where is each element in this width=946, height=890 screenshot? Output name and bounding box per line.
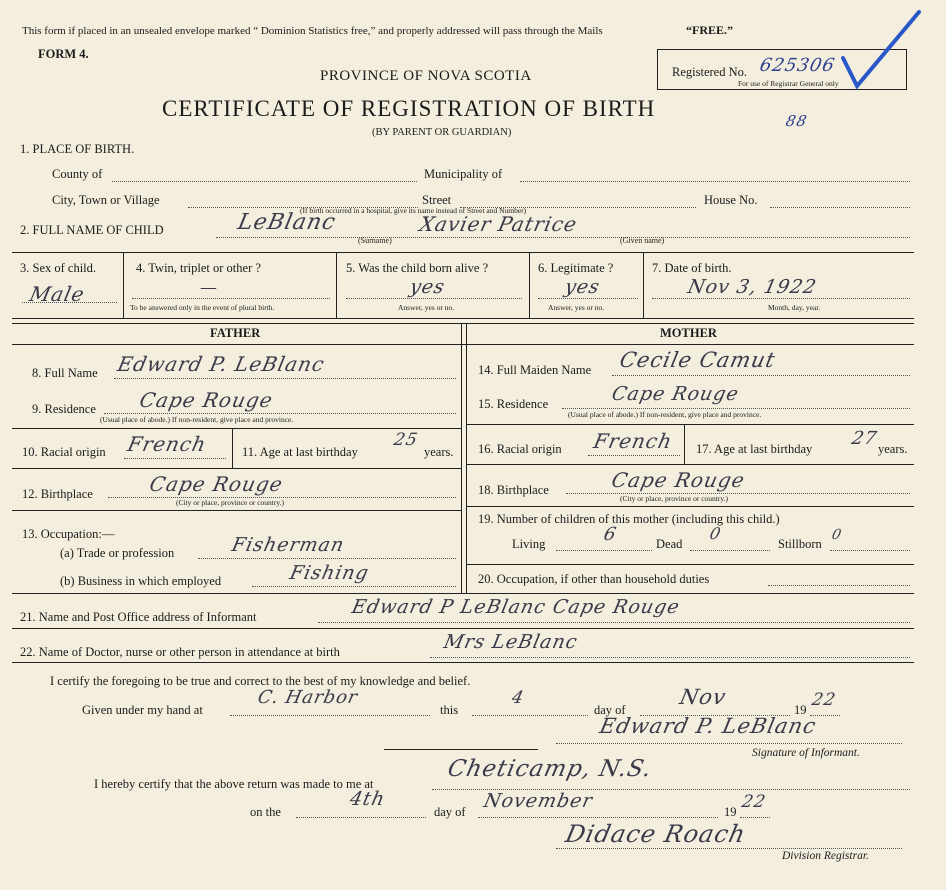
mother-residence-line <box>562 408 910 409</box>
legitimate-note: Answer, yes or no. <box>548 303 605 312</box>
dead-line <box>690 550 770 551</box>
mail-notice: This form if placed in an unsealed envelope marked “ Dominion Statistics free,” and properly addressed will pass through the Mails <box>22 25 603 37</box>
day-value: 4 <box>509 688 527 708</box>
divider <box>684 424 685 464</box>
surname-caption: (Surname) <box>358 236 392 245</box>
business-label: (b) Business in which employed <box>60 574 222 588</box>
divider <box>232 428 233 468</box>
municipality-label: Municipality of <box>424 167 503 181</box>
certificate-title: CERTIFICATE OF REGISTRATION OF BIRTH <box>162 96 656 121</box>
return-year-value: 22 <box>739 792 768 812</box>
date-of-birth-value: Nov 3, 1922 <box>685 276 819 298</box>
sex-line <box>22 302 117 303</box>
legitimate-label: 6. Legitimate ? <box>538 261 614 275</box>
day-line <box>472 715 588 716</box>
certificate-subtitle: (BY PARENT OR GUARDIAN) <box>372 127 512 138</box>
divider <box>466 564 914 565</box>
return-month-line <box>478 817 718 818</box>
mother-birthplace-note: (City or place, province or country.) <box>620 494 729 503</box>
born-alive-note: Answer, yes or no. <box>398 303 455 312</box>
children-count-label: 19. Number of children of this mother (including this child.) <box>478 512 780 526</box>
mother-maiden-line <box>612 375 910 376</box>
father-name-value: Edward P. LeBlanc <box>115 352 328 376</box>
mother-racial-label: 16. Racial origin <box>478 442 562 456</box>
mother-birthplace-label: 18. Birthplace <box>478 483 549 497</box>
business-value: Fishing <box>287 562 372 584</box>
informant-line <box>318 622 910 623</box>
child-name-label: 2. FULL NAME OF CHILD <box>20 223 164 237</box>
hospital-note: (If birth occurred in a hospital, give its name instead of Street and Number) <box>300 206 527 215</box>
child-name-line <box>216 237 910 238</box>
mother-birthplace-line <box>566 493 910 494</box>
mother-residence-note: (Usual place of abode.) If non-resident, give place and province. <box>568 410 762 419</box>
house-label: House No. <box>704 193 758 207</box>
informant-label: 21. Name and Post Office address of Informant <box>20 610 257 624</box>
return-day-line <box>296 817 426 818</box>
father-heading: FATHER <box>210 326 261 340</box>
mother-residence-label: 15. Residence <box>478 397 549 411</box>
attendant-value: Mrs LeBlanc <box>441 631 580 653</box>
date-of-birth-line <box>652 298 910 299</box>
house-line <box>770 207 910 208</box>
divider <box>12 628 914 629</box>
father-racial-line <box>124 458 226 459</box>
born-alive-line <box>346 298 522 299</box>
divider <box>643 252 644 318</box>
given-place-value: C. Harbor <box>255 687 360 708</box>
legitimate-value: yes <box>562 276 603 298</box>
mother-occupation-line <box>768 585 910 586</box>
living-line <box>556 550 652 551</box>
attendant-line <box>430 657 910 658</box>
registered-number: 625306 <box>757 55 838 76</box>
sex-value: Male <box>27 282 88 306</box>
father-name-line <box>114 378 456 379</box>
mother-occupation-label: 20. Occupation, if other than household duties <box>478 572 710 586</box>
given-place-line <box>230 715 430 716</box>
day-of-label: day of <box>594 703 626 717</box>
stillborn-value: 0 <box>830 527 844 543</box>
year-prefix: 19 <box>794 703 807 717</box>
mother-maiden-label: 14. Full Maiden Name <box>478 363 592 377</box>
child-surname: LeBlanc <box>235 210 339 235</box>
mother-age-label: 17. Age at last birthday <box>696 442 813 456</box>
return-year-prefix: 19 <box>724 805 737 819</box>
living-label: Living <box>512 537 546 551</box>
divider <box>529 252 530 318</box>
street-label: Street <box>422 193 452 207</box>
twin-note: To be answered only in the event of plural birth. <box>130 303 275 312</box>
mother-years: years. <box>878 442 908 456</box>
born-alive-value: yes <box>407 276 448 298</box>
business-line <box>252 586 456 587</box>
divider <box>12 510 461 511</box>
registered-label: Registered No. <box>672 65 747 79</box>
child-given-name: Xavier Patrice <box>417 212 580 236</box>
this-label: this <box>440 703 459 717</box>
father-residence-label: 9. Residence <box>32 402 96 416</box>
divider <box>466 464 914 465</box>
father-racial-value: French <box>125 432 209 456</box>
province-heading: PROVINCE OF NOVA SCOTIA <box>320 68 532 84</box>
registrar-caption: Division Registrar. <box>782 850 869 862</box>
father-residence-value: Cape Rouge <box>137 388 276 412</box>
twin-label: 4. Twin, triplet or other ? <box>136 261 261 275</box>
return-made-label: I hereby certify that the above return was made to me at <box>94 777 374 791</box>
father-racial-label: 10. Racial origin <box>22 445 106 459</box>
stillborn-line <box>830 550 910 551</box>
father-birthplace-label: 12. Birthplace <box>22 487 93 501</box>
twin-line <box>132 298 330 299</box>
place-of-birth-label: 1. PLACE OF BIRTH. <box>20 142 135 156</box>
registrar-note: For use of Registrar General only <box>738 79 839 88</box>
divider <box>384 749 538 750</box>
month-value: Nov <box>677 685 729 709</box>
born-alive-label: 5. Was the child born alive ? <box>346 261 489 275</box>
divider <box>12 323 914 324</box>
informant-value: Edward P LeBlanc Cape Rouge <box>349 596 683 618</box>
certify-statement: I certify the foregoing to be true and correct to the best of my knowledge and belief. <box>50 674 471 688</box>
divider <box>12 428 461 429</box>
father-birthplace-value: Cape Rouge <box>147 472 286 496</box>
given-under-label: Given under my hand at <box>82 703 203 717</box>
legitimate-line <box>538 298 638 299</box>
mother-racial-value: French <box>591 429 675 453</box>
divider <box>466 323 467 593</box>
return-year-line <box>740 817 770 818</box>
mother-age-value: 27 <box>849 428 880 449</box>
form-number: FORM 4. <box>38 47 89 61</box>
return-month-value: November <box>481 790 596 812</box>
trade-label: (a) Trade or profession <box>60 546 175 560</box>
divider <box>461 323 462 593</box>
father-residence-line <box>104 413 456 414</box>
return-place-value: Cheticamp, N.S. <box>445 756 655 782</box>
county-label: County of <box>52 167 103 181</box>
father-occupation-label: 13. Occupation:— <box>22 527 115 541</box>
divider <box>12 252 914 253</box>
father-name-label: 8. Full Name <box>32 366 98 380</box>
informant-signature[interactable]: Edward P. LeBlanc <box>597 714 819 738</box>
year-value: 22 <box>809 690 838 710</box>
return-day-value: 4th <box>347 788 388 810</box>
trade-line <box>198 558 456 559</box>
divider <box>12 318 914 319</box>
father-years: years. <box>424 445 454 459</box>
living-value: 6 <box>601 524 619 545</box>
on-the-label: on the <box>250 805 281 819</box>
given-name-caption: (Given name) <box>620 236 665 245</box>
stillborn-label: Stillborn <box>778 537 822 551</box>
divider <box>12 468 461 469</box>
return-day-of-label: day of <box>434 805 466 819</box>
informant-signature-line <box>556 743 902 744</box>
attendant-label: 22. Name of Doctor, nurse or other person in attendance at birth <box>20 645 340 659</box>
divider <box>123 252 124 318</box>
divider <box>12 593 914 594</box>
city-label: City, Town or Village <box>52 193 160 207</box>
divider <box>12 344 914 345</box>
divider <box>336 252 337 318</box>
registrar-signature-line <box>556 848 902 849</box>
mother-birthplace-value: Cape Rouge <box>609 468 748 492</box>
twin-value: — <box>197 278 221 298</box>
sex-label: 3. Sex of child. <box>20 261 97 275</box>
divider <box>466 506 914 507</box>
corner-mark: 88 <box>784 112 810 130</box>
date-of-birth-note: Month, day, year. <box>768 303 821 312</box>
date-of-birth-label: 7. Date of birth. <box>652 261 732 275</box>
father-birthplace-note: (City or place, province or country.) <box>176 498 285 507</box>
checkmark-icon <box>835 6 925 96</box>
dead-label: Dead <box>656 537 683 551</box>
county-line <box>112 181 417 182</box>
divider <box>12 662 914 663</box>
father-age-label: 11. Age at last birthday <box>242 445 358 459</box>
father-age-value: 25 <box>391 430 420 450</box>
registrar-signature[interactable]: Didace Roach <box>563 820 749 848</box>
trade-value: Fisherman <box>229 534 347 556</box>
municipality-line <box>520 181 910 182</box>
father-residence-note: (Usual place of abode.) If non-resident, give place and province. <box>100 415 294 424</box>
dead-value: 0 <box>708 524 724 543</box>
mother-residence-value: Cape Rouge <box>609 383 742 405</box>
mail-notice-free: “FREE.” <box>686 23 734 37</box>
informant-signature-caption: Signature of Informant. <box>752 747 860 759</box>
divider <box>466 424 914 425</box>
mother-racial-line <box>588 455 680 456</box>
mother-heading: MOTHER <box>660 326 717 340</box>
mother-maiden-value: Cecile Camut <box>617 348 778 372</box>
